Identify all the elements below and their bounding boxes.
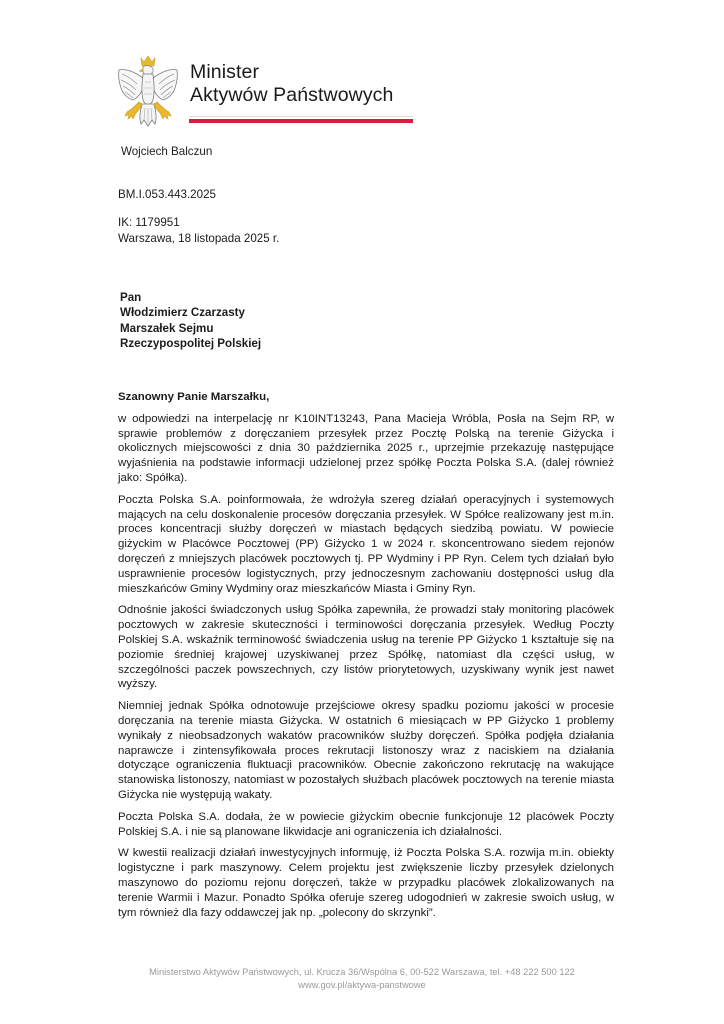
letterhead-title-line2: Aktywów Państwowych (190, 84, 394, 106)
recipient-line: Marszałek Sejmu (120, 321, 214, 335)
body-paragraph: w odpowiedzi na interpelację nr K10INT13243, Pana Macieja Wróbla, Posła na Sejm RP, w sprawie problemów z doręczaniem przesyłek przez Pocztę Polską na terenie Giżycka i okolicznych miejscowości z dnia 30 października 2025 r., uprzejmie przekazuję następujące wyjaśnienia na podstawie informacji udzielonej przez spółkę Poczta Polska S.A. (dalej również jako: Spółka). (118, 412, 614, 484)
letterhead-divider-light (189, 116, 413, 117)
ik-number: IK: 1179951 (118, 216, 180, 229)
recipient-line: Włodzimierz Czarzasty (120, 306, 245, 320)
body-paragraph: Odnośnie jakości świadczonych usług Spółka zapewniła, że prowadzi stały monitoring placówek pocztowych w zakresie skuteczności i terminowości doręczania przesyłek. Według Poczty Polskiej S.A. wskaźnik terminowość świadczenia usług na terenie PP Giżycko 1 kształtuje się na poziomie średniej krajowej uzyskiwanej przez Spółkę, natomiast dla części usług, w szczególności paczek powszechnych, czy listów priorytetowych, uzyskiwany wynik jest nawet wyższy. (118, 604, 614, 691)
body-paragraph: Poczta Polska S.A. poinformowała, że wdrożyła szereg działań operacyjnych i systemowych mających na celu doskonalenie procesów doręczania przesyłek. W Spółce realizowany jest m.in. proces koncentracji służby doręczeń w miastach będących siedzibą powiatu. W powiecie giżyckim w Placówce Pocztowej (PP) Giżycko 1 w 2024 r. skoncentrowano siedem rejonów doręczeń z mniejszych placówek pocztowych tj. PP Wydminy i PP Ryn. Celem tych działań było usprawnienie procesów logistycznych, przy jednoczesnym zachowaniu dostępności usług dla mieszkańców Gminy Wydminy oraz mieszkańców Miasta i Gminy Ryn. (118, 493, 614, 595)
place-date: Warszawa, 18 listopada 2025 r. (118, 231, 280, 245)
page-footer (0, 966, 724, 991)
letterhead-divider-red (189, 119, 413, 123)
recipient-line: Rzeczypospolitej Polskiej (120, 336, 262, 350)
salutation: Szanowny Panie Marszałku, (118, 391, 270, 403)
recipient-line: Pan (120, 291, 142, 304)
letterhead-title (190, 61, 393, 107)
letter-body (118, 390, 614, 927)
case-info (118, 215, 279, 246)
recipient-address (120, 290, 261, 351)
body-paragraph: W kwestii realizacji działań inwestycyjnych informuję, iż Poczta Polska S.A. rozwija m.in. obiekty logistyczne i park maszynowy. Celem projektu jest zwiększenie liczby przesyłek dzielonych maszynowo do poziomu rejonu doręczeń, także w przypadku placówek zlokalizowanych na terenie Warmii i Mazur. Ponadto Spółka oferuje szereg udogodnień w zakresie swoich usług, w tym również dla fazy oddawczej jak np. „polecony do skrzynki”. (118, 847, 614, 919)
letterhead-title-line1: Minister (190, 61, 260, 83)
reference-number: BM.I.053.443.2025 (118, 188, 216, 201)
signer-name: Wojciech Balczun (121, 145, 213, 158)
letterhead (115, 52, 415, 132)
body-paragraph: Niemniej jednak Spółka odnotowuje przejściowe okresy spadku poziomu jakości w procesie doręczania na terenie miasta Giżycka. W ostatnich 6 miesiącach w PP Giżycko 1 problemy wynikały z nieobsadzonych wakatów pracowników służby doręczeń. Spółka podjęła działania naprawcze i zintensyfikowała proces rekrutacji listonoszy wraz z naciskiem na działania dotyczące ograniczenia fluktuacji pracowników. Obecnie zakończono rekrutację na wakujące stanowiska listonoszy, natomiast w pozostałych służbach placówek pocztowych na terenie miasta Giżycka nie występują wakaty. (118, 700, 614, 801)
footer-website: www.gov.pl/aktywa-panstwowe (298, 979, 426, 990)
footer-address: Ministerstwo Aktywów Państwowych, ul. Krucza 36/Wspólna 6, 00-522 Warszawa, tel. +48 222 500 122 (149, 967, 575, 977)
polish-eagle-emblem-icon (115, 52, 181, 130)
body-paragraph: Poczta Polska S.A. dodała, że w powiecie giżyckim obecnie funkcjonuje 12 placówek Poczty Polskiej S.A. i nie są planowane likwidacje ani ograniczenia ich działalności. (118, 810, 614, 838)
